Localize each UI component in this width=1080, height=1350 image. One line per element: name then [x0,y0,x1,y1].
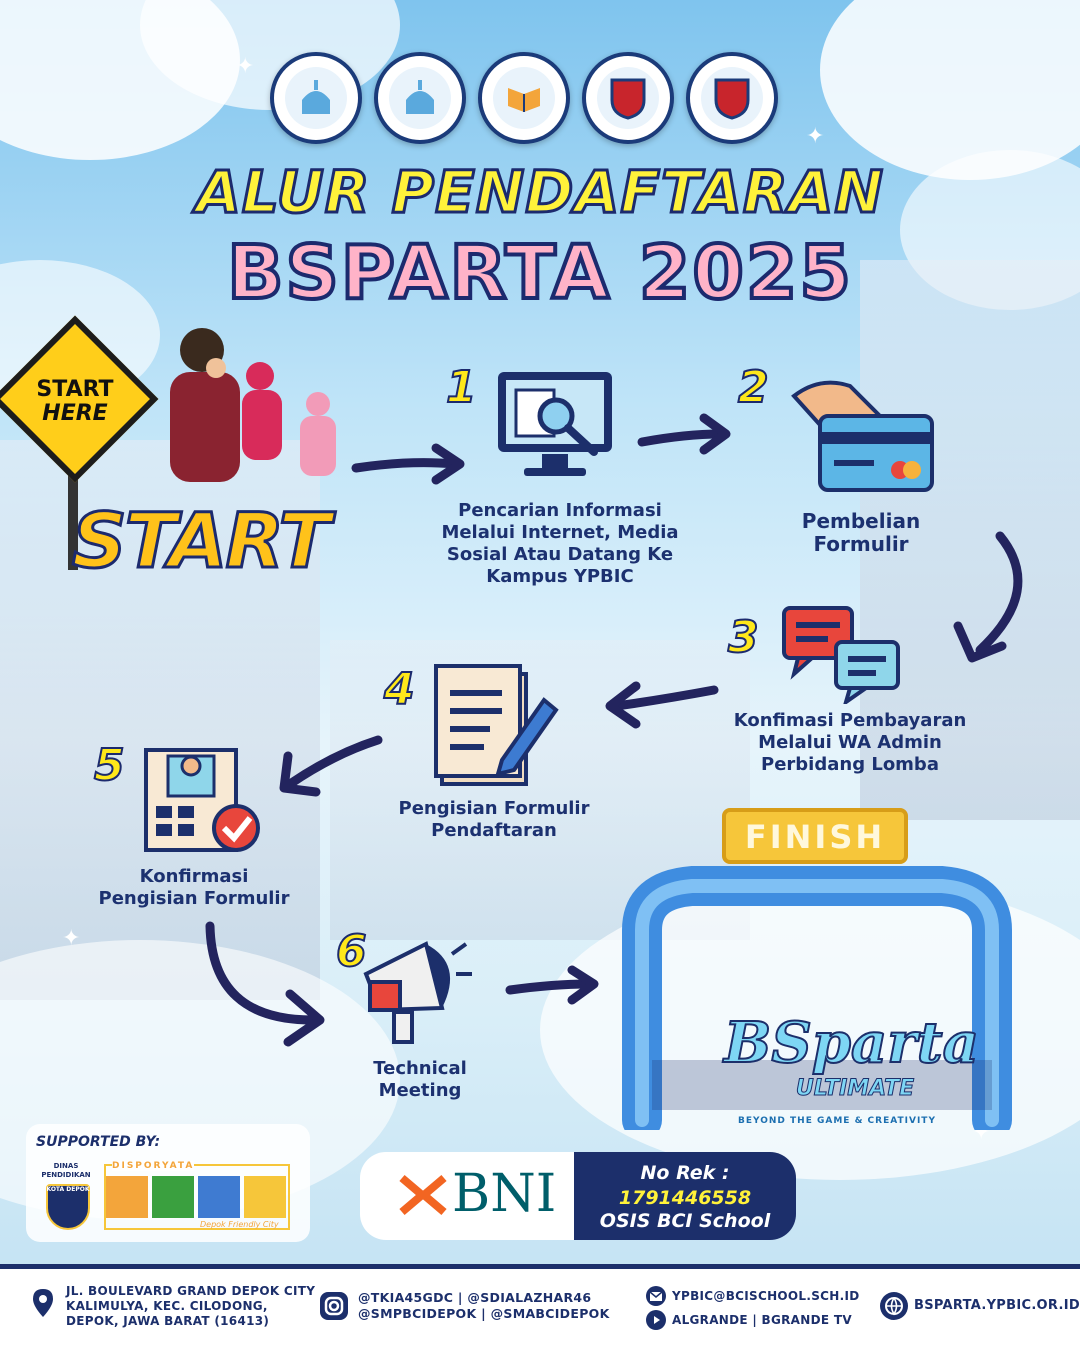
rek-account-name: OSIS BCI School [599,1210,771,1232]
logo-kbtk [270,52,362,144]
email-icon [646,1286,666,1306]
document-pen-icon [432,660,562,790]
step-5-text: Konfirmasi Pengisian Formulir [98,866,290,909]
arrow-left-icon [274,734,384,804]
arrow-right-icon [350,440,470,490]
start-sign-line2: HERE [42,401,108,426]
step-4-text: Pengisian Formulir Pendaftaran [398,798,590,841]
footer-youtube: ALGRANDE | BGRANDE TV [672,1313,852,1327]
title-line2: BSPARTA 2025 [227,230,853,316]
mosque-icon [389,67,451,129]
sparkle-icon: ✦ [62,926,81,951]
arrow-right-icon [636,412,736,462]
youtube-icon [646,1310,666,1330]
athlete-icon [152,1176,194,1218]
bni-logo-icon [398,1170,448,1220]
gate-icon [198,1176,240,1218]
rek-label: No Rek : [640,1162,730,1184]
step-6-text: Technical Meeting [373,1058,467,1101]
dinas-text: DINAS PENDIDIKAN [41,1162,91,1179]
step-2-text: Pembelian Formulir [801,509,921,556]
globe-icon [880,1292,908,1320]
location-pin-icon [32,1288,54,1318]
credit-card-icon [790,376,940,496]
footer-email[interactable]: YPBIC@BCISCHOOL.SCH.ID [672,1289,860,1303]
phoenix-icon [244,1176,286,1218]
arrow-right-icon [504,964,604,1010]
logo-sd [374,52,466,144]
step-6-number: 6 [336,926,367,977]
start-big-text: START [72,496,329,585]
chat-bubbles-icon [780,604,904,704]
footer-website[interactable]: BSPARTA.YPBIC.OR.ID [914,1298,1080,1313]
sparkle-icon: ✦ [236,54,255,79]
shield-icon [597,67,659,129]
address-line1: JL. BOULEVARD GRAND DEPOK CITY [66,1284,316,1298]
footer-address [66,1284,315,1329]
runners-illustration [150,320,350,500]
kota-depok-label: KOTA DEPOK [46,1186,90,1193]
start-sign-line1: START [36,377,114,402]
dinas-label [36,1162,96,1180]
disporyata-label: DISPORYATA [112,1161,195,1171]
megaphone-icon [356,924,476,1048]
step-2-number: 2 [738,362,769,413]
logo-senior-high [686,52,778,144]
finish-label: FINISH [744,818,886,856]
step-3-number: 3 [728,612,759,663]
title-line1: ALUR PENDAFTARAN [196,158,884,226]
event-logo-ultimate: ULTIMATE [795,1076,915,1101]
address-line2: KALIMULYA, KEC. CILODONG, [66,1299,268,1313]
start-here-text [16,378,134,426]
footer-social [358,1290,610,1322]
search-computer-icon [494,368,616,484]
step-1-text: Pencarian Informasi Melalui Internet, Media Sosial Atau Datang Ke Kampus YPBIC [441,500,679,587]
step-3-text: Konfimasi Pembayaran Melalui WA Admin Perbidang Lomba [733,710,967,775]
sparkle-icon: ✦ [806,124,825,149]
event-logo-tagline: BEYOND THE GAME & CREATIVITY [738,1116,936,1126]
instagram-icon [320,1292,348,1320]
id-form-check-icon [140,736,264,854]
arrow-curve-down-icon [940,530,1040,670]
supported-title: SUPPORTED BY: [36,1134,161,1150]
social-line2: @SMPBCIDEPOK | @SMABCIDEPOK [358,1306,610,1321]
step-4-number: 4 [384,664,415,715]
address-line3: DEPOK, JAWA BARAT (16413) [66,1314,270,1328]
shield-icon [701,67,763,129]
logo-junior-high [582,52,674,144]
step-1-number: 1 [446,362,477,413]
bni-name: BNI [452,1164,557,1224]
arrow-curve-right-icon [192,920,342,1050]
arrow-left-icon [600,680,720,730]
rek-number: 1791446558 [618,1187,752,1209]
fist-icon [106,1176,148,1218]
step-5-number: 5 [94,740,125,791]
depok-friendly-label: Depok Friendly City [200,1220,279,1229]
event-logo-text: BSparta [724,1010,979,1076]
logo-ypbic [478,52,570,144]
book-icon [493,67,555,129]
social-line1: @TKIA45GDC | @SDIALAZHAR46 [358,1290,592,1305]
sparkle-icon: ✦ [972,1120,991,1145]
mosque-icon [285,67,347,129]
